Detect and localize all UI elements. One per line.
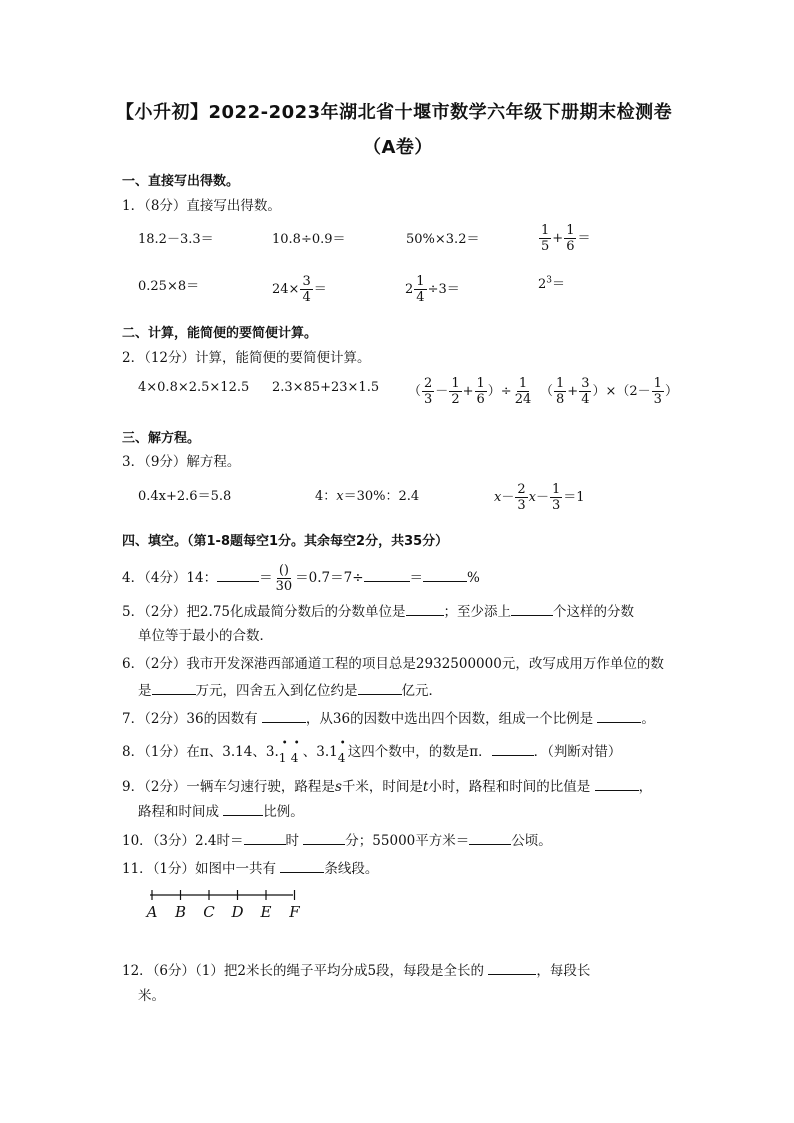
- question-text: （12分）计算，能简便的要简便计算。: [144, 350, 371, 366]
- answer-blank[interactable]: [469, 830, 511, 845]
- question-text: （9分）解方程。: [144, 454, 241, 470]
- section-heading: 四、填空。（第1-8题每空1分。其余每空2分，共35分）: [122, 534, 449, 549]
- question-12-cont: 米。: [138, 988, 165, 1004]
- page-subtitle: （A卷）: [363, 137, 433, 158]
- expression: 24× $\frac{3}{4}$ ＝: [272, 274, 327, 305]
- answer-blank[interactable]: [511, 601, 553, 616]
- fraction: $\frac{3}{4}$: [581, 376, 590, 407]
- question-12: 12．（6分）（1）把2米长的绳子平均分成5段，每段是全长的 ，每段长: [122, 960, 590, 981]
- fraction: $\frac{2}{3}$: [424, 376, 433, 407]
- expression: （ $\frac{1}{8}$ + $\frac{3}{4}$ ）×（2－ $\frac{1}{3}$ ）: [540, 376, 678, 407]
- answer-blank[interactable]: [262, 708, 306, 723]
- fraction: $\frac{1}{24}$: [514, 376, 532, 407]
- question-6: 6．（2分）我市开发深港西部通道工程的项目总是2932500000元，改写成用万作单位的数: [122, 656, 664, 672]
- fraction: $\frac{1}{2}$: [451, 376, 460, 407]
- question-6-cont: 是 万元，四舍五入到亿位约是 亿元．: [138, 680, 442, 701]
- section-heading: 二、计算，能简便的要简便计算。: [122, 326, 318, 341]
- question-1: [122, 196, 281, 216]
- question-11: 11．（1分）如图中一共有 条线段。: [122, 858, 378, 879]
- point-label: C: [203, 903, 215, 921]
- expression: 50%×3.2＝: [406, 232, 480, 247]
- answer-blank[interactable]: [152, 680, 196, 695]
- question-number: 3．: [122, 454, 145, 470]
- answer-blank[interactable]: [492, 741, 534, 756]
- question-number: 2．: [122, 350, 145, 366]
- answer-blank[interactable]: [423, 567, 467, 582]
- expression: 10.8÷0.9＝: [272, 232, 346, 247]
- answer-blank[interactable]: [303, 830, 345, 845]
- section-heading: 一、直接写出得数。: [122, 174, 240, 189]
- question-4: 4．（4分）14： ＝ $\frac{()}{30}$ ＝0.7＝7÷ ＝ %: [122, 563, 480, 594]
- answer-blank[interactable]: [223, 801, 263, 816]
- fraction: $\frac{()}{30}$: [275, 563, 293, 594]
- fraction: $\frac{1}{8}$: [556, 376, 565, 407]
- answer-blank[interactable]: [358, 680, 402, 695]
- point-label: E: [260, 903, 272, 921]
- question-8: 8．（1分）在π、3.14、3. • 1 • 4 、3.1 • 4 这四个数中，的数是π． ．（判断对错）: [122, 738, 622, 765]
- question-3: [122, 452, 240, 472]
- question-9-cont: 路程和时间成 比例。: [138, 801, 304, 822]
- expression: 18.2－3.3＝: [138, 232, 214, 247]
- fraction: $\frac{2}{3}$: [517, 482, 526, 513]
- expression: 0.4x+2.6＝5.8: [138, 489, 232, 504]
- question-5: 5．（2分）把2.75化成最简分数后的分数单位是 ；至少添上 个这样的分数: [122, 601, 634, 622]
- answer-blank[interactable]: [595, 776, 639, 791]
- answer-blank[interactable]: [217, 567, 259, 582]
- question-10: 10．（3分）2.4时＝ 时 分；55000平方米＝ 公顷。: [122, 830, 552, 851]
- fraction: $\frac{1}{3}$: [653, 376, 662, 407]
- line-segment-figure: [138, 886, 308, 922]
- answer-blank[interactable]: [406, 601, 444, 616]
- question-7: 7．（2分）36的因数有 ，从36的因数中选出四个因数，组成一个比例是 。: [122, 708, 655, 729]
- expression: x－ $\frac{2}{3}$ x－ $\frac{1}{3}$ ＝1: [494, 482, 585, 513]
- expression: 0.25×8＝: [138, 279, 200, 294]
- answer-blank[interactable]: [364, 567, 410, 582]
- question-9: 9．（2分）一辆车匀速行驶，路程是s千米，时间是t小时，路程和时间的比值是 ，: [122, 776, 652, 797]
- fraction: $\frac{1}{6}$: [566, 223, 575, 254]
- question-number: 1．: [122, 198, 145, 214]
- question-2: [122, 348, 371, 368]
- section-heading: 三、解方程。: [122, 431, 201, 446]
- question-text: （8分）直接写出得数。: [144, 198, 281, 214]
- answer-blank[interactable]: [597, 708, 641, 723]
- answer-blank[interactable]: [280, 858, 324, 873]
- page-title: 【小升初】2022-2023年湖北省十堰市数学六年级下册期末检测卷: [116, 102, 673, 123]
- expression: 4×0.8×2.5×12.5: [138, 380, 250, 395]
- fraction: $\frac{1}{6}$: [476, 376, 485, 407]
- point-label: F: [289, 903, 300, 921]
- expression: 2 $\frac{1}{4}$ ÷3＝: [405, 274, 460, 305]
- fraction: $\frac{3}{4}$: [302, 274, 311, 305]
- expression: 2.3×85+23×1.5: [272, 380, 380, 395]
- answer-blank[interactable]: [488, 960, 536, 975]
- expression: $2^3=$: [538, 275, 566, 292]
- expression: 4：x＝30%：2.4: [315, 489, 420, 504]
- point-label: A: [146, 903, 158, 921]
- fraction: $\frac{1}{3}$: [552, 482, 561, 513]
- expression: （ $\frac{2}{3}$ － $\frac{1}{2}$ + $\frac{1}{6}$ ）÷ $\frac{1}{24}$: [408, 376, 532, 407]
- fraction: $\frac{1}{5}$: [541, 223, 550, 254]
- point-label: D: [231, 903, 244, 921]
- answer-blank[interactable]: [244, 830, 286, 845]
- expression: $\frac{1}{5}$ + $\frac{1}{6}$ ＝: [541, 223, 591, 254]
- question-5-cont: 单位等于最小的合数．: [138, 628, 273, 644]
- point-label: B: [174, 903, 187, 921]
- fraction: $\frac{1}{4}$: [416, 274, 425, 305]
